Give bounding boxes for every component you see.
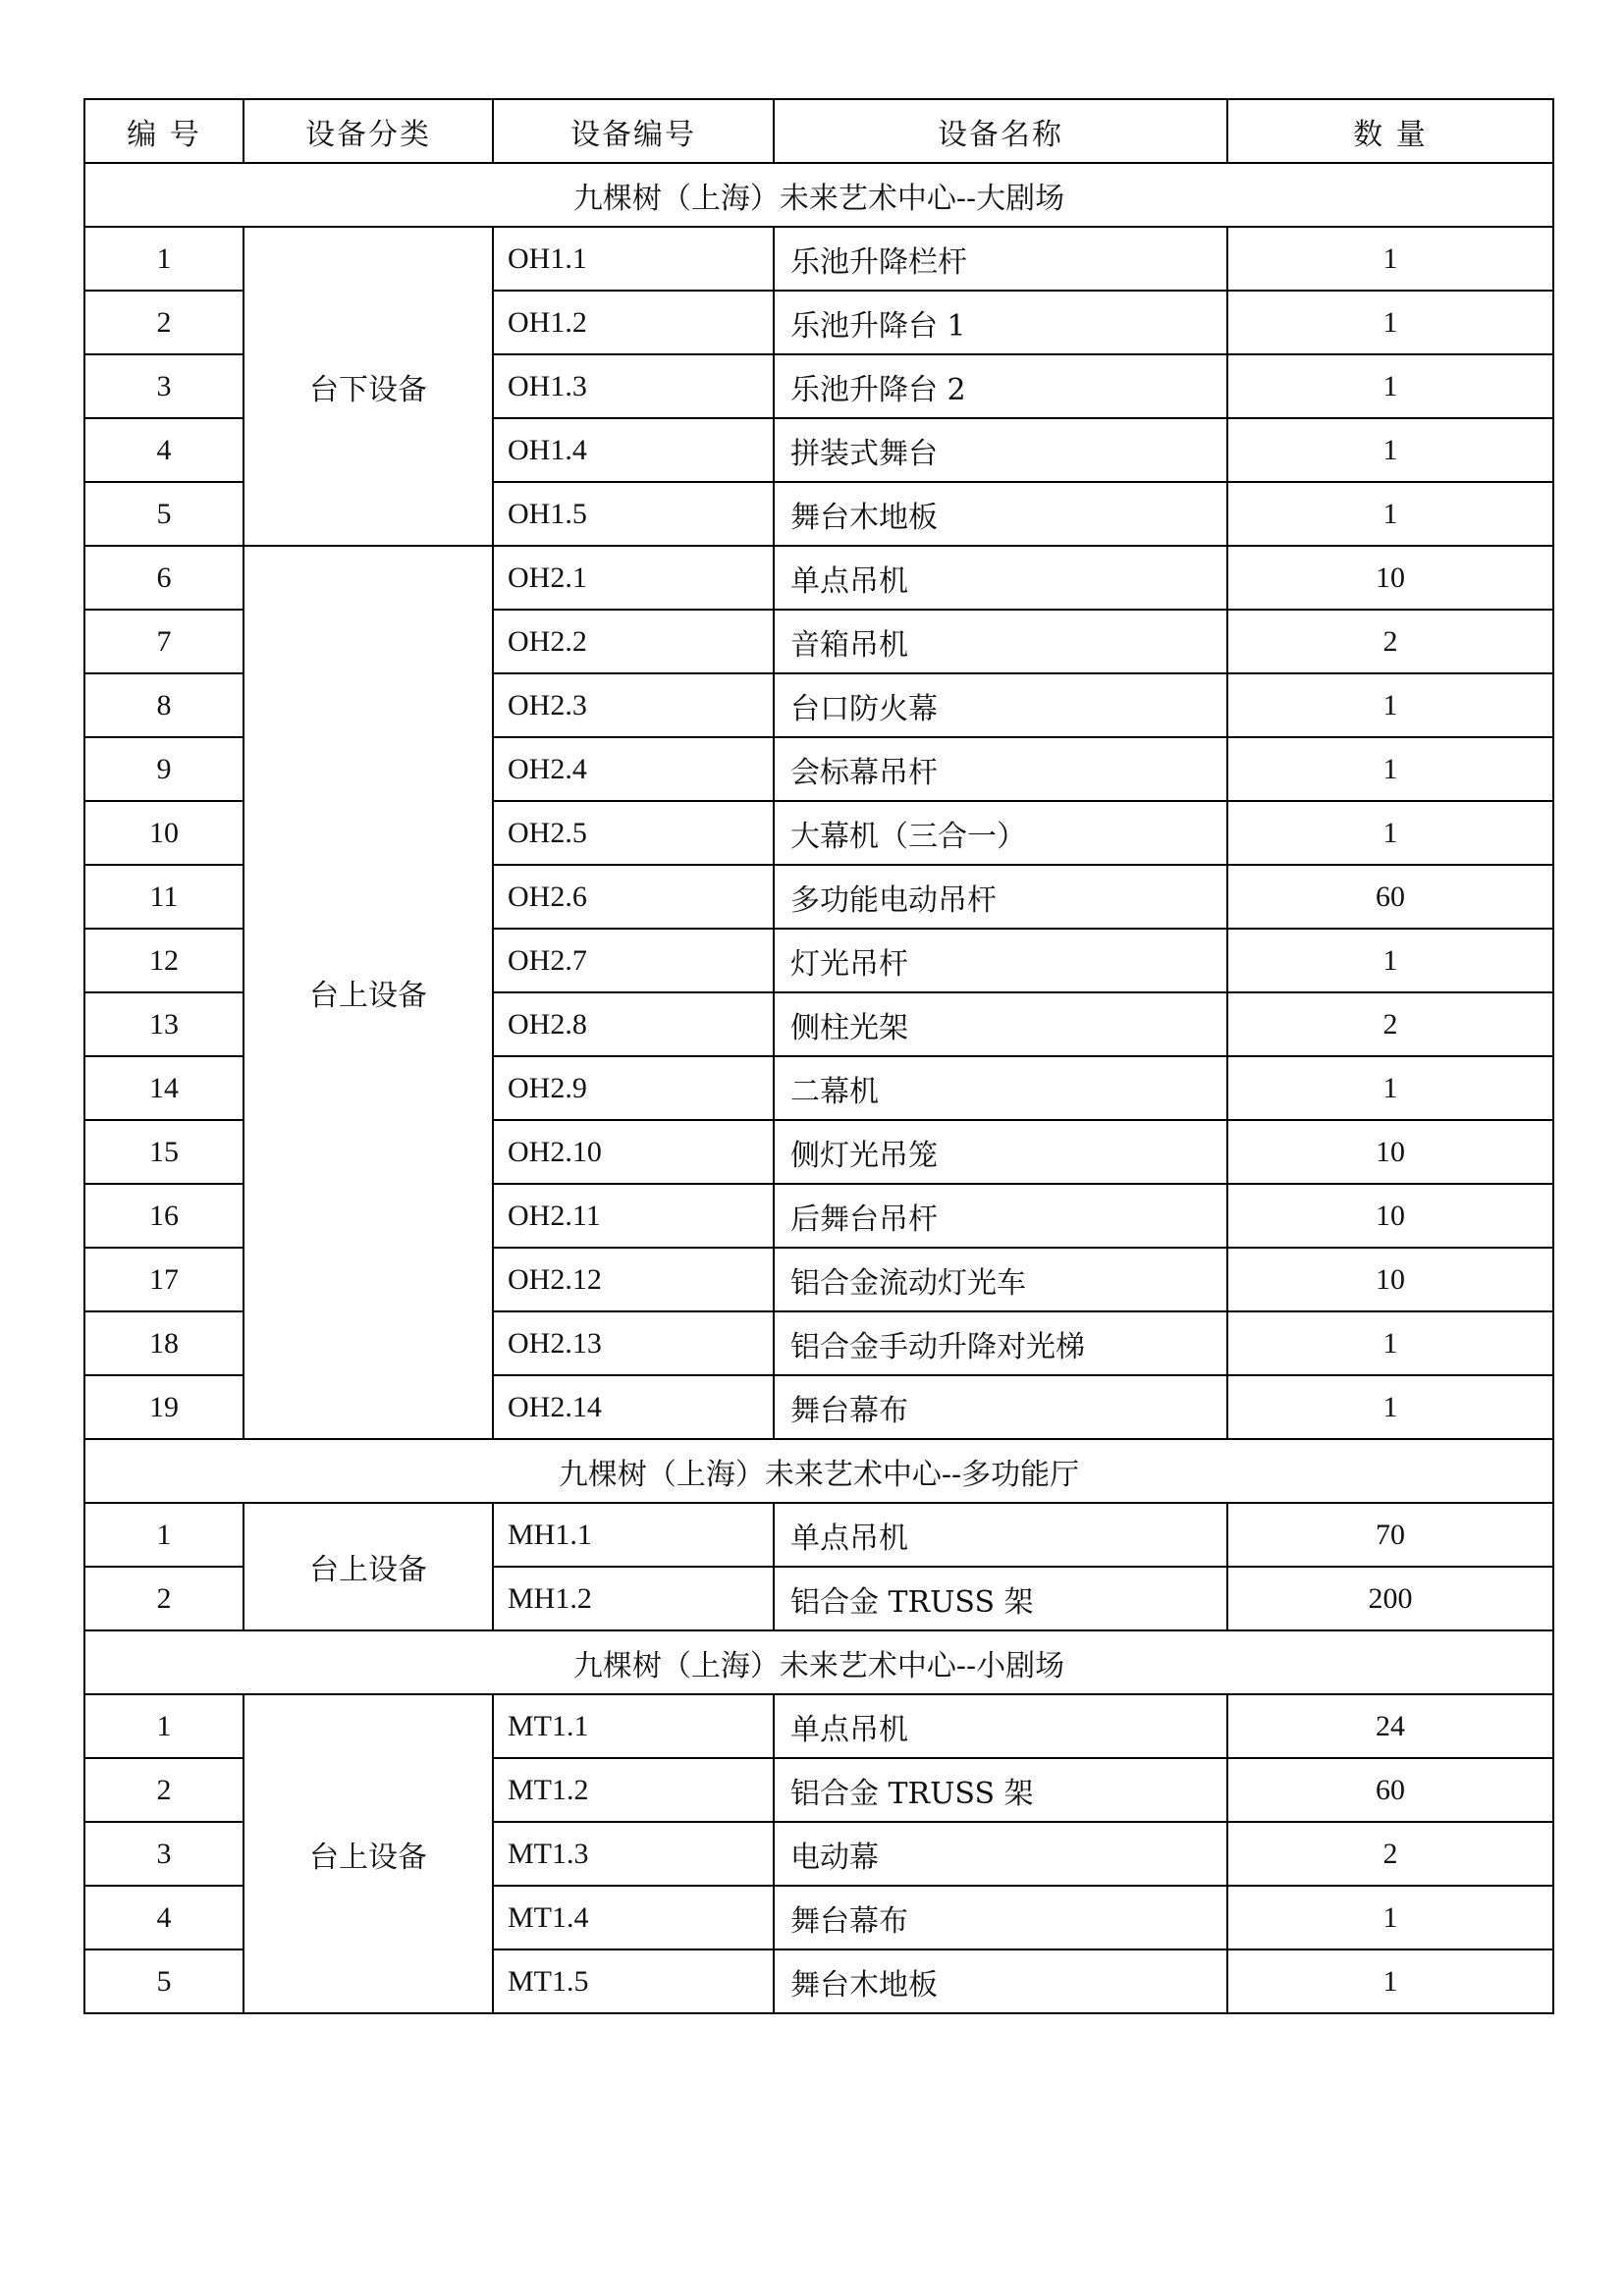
row-qty: 1 — [1227, 929, 1553, 992]
row-no: 2 — [84, 1758, 244, 1822]
row-no: 7 — [84, 610, 244, 673]
row-name: 铝合金 TRUSS 架 — [774, 1567, 1227, 1630]
section-title-row — [84, 1630, 1553, 1694]
row-name: 单点吊机 — [774, 1694, 1227, 1758]
row-no: 11 — [84, 865, 244, 929]
category-cell: 台上设备 — [244, 1503, 493, 1630]
header-row — [84, 99, 1553, 163]
table-row — [84, 1503, 1553, 1567]
row-qty: 1 — [1227, 227, 1553, 291]
row-name: 乐池升降栏杆 — [774, 227, 1227, 291]
row-no: 17 — [84, 1248, 244, 1311]
row-code: OH1.1 — [493, 227, 774, 291]
header-code: 设备编号 — [493, 99, 774, 163]
row-no: 12 — [84, 929, 244, 992]
row-name: 单点吊机 — [774, 1503, 1227, 1567]
header-no: 编 号 — [84, 99, 244, 163]
row-no: 1 — [84, 1503, 244, 1567]
category-cell: 台下设备 — [244, 227, 493, 546]
row-no: 2 — [84, 291, 244, 354]
row-name: 舞台木地板 — [774, 482, 1227, 546]
table-row — [84, 227, 1553, 291]
row-no: 6 — [84, 546, 244, 610]
row-name: 会标幕吊杆 — [774, 737, 1227, 801]
row-code: MT1.1 — [493, 1694, 774, 1758]
row-qty: 1 — [1227, 1375, 1553, 1439]
header-qty: 数 量 — [1227, 99, 1553, 163]
row-name: 灯光吊杆 — [774, 929, 1227, 992]
row-name: 多功能电动吊杆 — [774, 865, 1227, 929]
row-qty: 1 — [1227, 354, 1553, 418]
table-row — [84, 1694, 1553, 1758]
row-code: OH2.10 — [493, 1120, 774, 1184]
row-code: OH2.9 — [493, 1056, 774, 1120]
row-no: 8 — [84, 673, 244, 737]
row-qty: 200 — [1227, 1567, 1553, 1630]
row-name: 乐池升降台 1 — [774, 291, 1227, 354]
row-no: 10 — [84, 801, 244, 865]
row-name: 铝合金 TRUSS 架 — [774, 1758, 1227, 1822]
row-name: 音箱吊机 — [774, 610, 1227, 673]
row-no: 1 — [84, 1694, 244, 1758]
row-no: 14 — [84, 1056, 244, 1120]
row-name: 乐池升降台 2 — [774, 354, 1227, 418]
row-qty: 10 — [1227, 1120, 1553, 1184]
row-code: OH1.4 — [493, 418, 774, 482]
row-code: OH2.8 — [493, 992, 774, 1056]
row-qty: 1 — [1227, 482, 1553, 546]
header-name: 设备名称 — [774, 99, 1227, 163]
row-name: 侧灯光吊笼 — [774, 1120, 1227, 1184]
row-name: 侧柱光架 — [774, 992, 1227, 1056]
row-qty: 1 — [1227, 1311, 1553, 1375]
row-code: OH2.5 — [493, 801, 774, 865]
row-name: 舞台幕布 — [774, 1886, 1227, 1949]
row-qty: 60 — [1227, 1758, 1553, 1822]
row-no: 3 — [84, 1822, 244, 1886]
row-qty: 1 — [1227, 418, 1553, 482]
row-qty: 1 — [1227, 1886, 1553, 1949]
row-code: OH1.5 — [493, 482, 774, 546]
section-title: 九棵树（上海）未来艺术中心--小剧场 — [84, 1630, 1553, 1694]
row-no: 3 — [84, 354, 244, 418]
row-name: 铝合金流动灯光车 — [774, 1248, 1227, 1311]
row-code: OH2.13 — [493, 1311, 774, 1375]
row-qty: 1 — [1227, 801, 1553, 865]
row-qty: 2 — [1227, 992, 1553, 1056]
row-name: 台口防火幕 — [774, 673, 1227, 737]
row-no: 9 — [84, 737, 244, 801]
row-code: OH2.4 — [493, 737, 774, 801]
row-no: 2 — [84, 1567, 244, 1630]
row-qty: 70 — [1227, 1503, 1553, 1567]
row-name: 舞台幕布 — [774, 1375, 1227, 1439]
row-code: OH2.12 — [493, 1248, 774, 1311]
row-code: OH2.6 — [493, 865, 774, 929]
section-title-row — [84, 163, 1553, 227]
section-title: 九棵树（上海）未来艺术中心--大剧场 — [84, 163, 1553, 227]
row-qty: 2 — [1227, 610, 1553, 673]
table-row — [84, 546, 1553, 610]
equipment-table — [83, 98, 1554, 2014]
row-code: MT1.5 — [493, 1949, 774, 2013]
row-no: 5 — [84, 482, 244, 546]
row-name: 铝合金手动升降对光梯 — [774, 1311, 1227, 1375]
row-qty: 10 — [1227, 546, 1553, 610]
row-code: MH1.2 — [493, 1567, 774, 1630]
row-no: 13 — [84, 992, 244, 1056]
row-name: 二幕机 — [774, 1056, 1227, 1120]
row-qty: 60 — [1227, 865, 1553, 929]
row-name: 电动幕 — [774, 1822, 1227, 1886]
row-qty: 1 — [1227, 1949, 1553, 2013]
row-code: MT1.4 — [493, 1886, 774, 1949]
row-qty: 10 — [1227, 1248, 1553, 1311]
row-qty: 24 — [1227, 1694, 1553, 1758]
row-qty: 1 — [1227, 737, 1553, 801]
row-no: 16 — [84, 1184, 244, 1248]
row-qty: 1 — [1227, 673, 1553, 737]
row-code: OH1.2 — [493, 291, 774, 354]
header-category: 设备分类 — [244, 99, 493, 163]
row-code: OH2.7 — [493, 929, 774, 992]
row-no: 1 — [84, 227, 244, 291]
category-cell: 台上设备 — [244, 546, 493, 1439]
row-name: 大幕机（三合一） — [774, 801, 1227, 865]
row-code: OH2.11 — [493, 1184, 774, 1248]
row-no: 5 — [84, 1949, 244, 2013]
row-name: 舞台木地板 — [774, 1949, 1227, 2013]
row-qty: 1 — [1227, 1056, 1553, 1120]
row-code: OH1.3 — [493, 354, 774, 418]
row-no: 19 — [84, 1375, 244, 1439]
row-code: OH2.1 — [493, 546, 774, 610]
row-no: 4 — [84, 1886, 244, 1949]
section-title: 九棵树（上海）未来艺术中心--多功能厅 — [84, 1439, 1553, 1503]
row-code: OH2.2 — [493, 610, 774, 673]
row-code: MH1.1 — [493, 1503, 774, 1567]
row-qty: 1 — [1227, 291, 1553, 354]
section-title-row — [84, 1439, 1553, 1503]
row-name: 后舞台吊杆 — [774, 1184, 1227, 1248]
row-code: MT1.3 — [493, 1822, 774, 1886]
row-no: 18 — [84, 1311, 244, 1375]
row-name: 拼装式舞台 — [774, 418, 1227, 482]
row-code: OH2.14 — [493, 1375, 774, 1439]
row-qty: 2 — [1227, 1822, 1553, 1886]
row-no: 4 — [84, 418, 244, 482]
row-code: OH2.3 — [493, 673, 774, 737]
row-no: 15 — [84, 1120, 244, 1184]
category-cell: 台上设备 — [244, 1694, 493, 2013]
row-qty: 10 — [1227, 1184, 1553, 1248]
row-name: 单点吊机 — [774, 546, 1227, 610]
row-code: MT1.2 — [493, 1758, 774, 1822]
